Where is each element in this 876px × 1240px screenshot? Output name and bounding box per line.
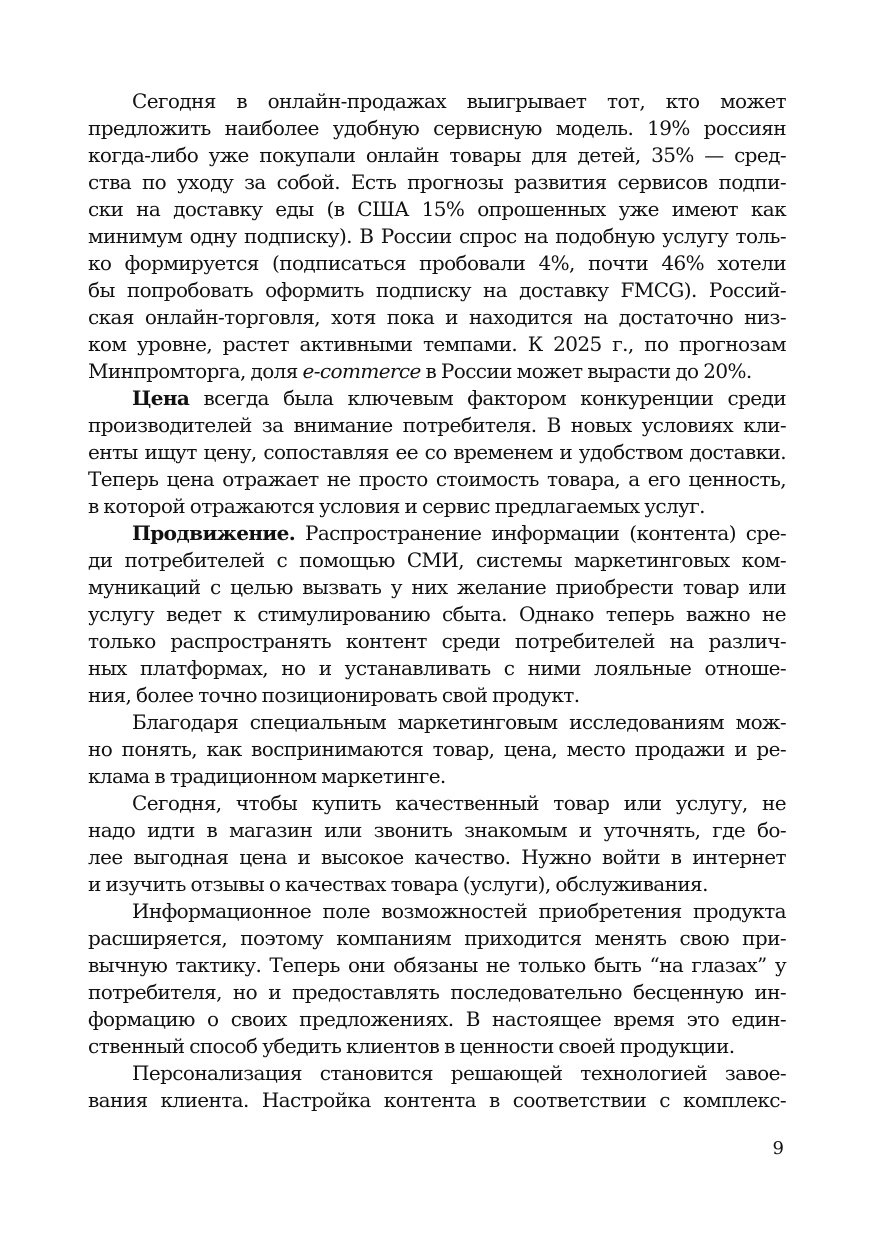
body-text	[88, 88, 786, 1114]
text-line: надо идти в магазин или звонить знакомым и уточнять, где бо-	[88, 818, 786, 842]
paragraph-promotion	[88, 520, 786, 709]
text-line: но понять, как воспринимаются товар, цена, место продажи и ре-	[88, 737, 786, 761]
text-line: бы попробовать оформить подписку на доставку FMCG). Россий-	[88, 278, 786, 302]
page-body	[88, 88, 786, 1114]
text-line: ных платформах, но и устанавливать с ними лояльные отноше-	[88, 656, 786, 680]
paragraph-price	[88, 385, 786, 520]
text-line: ком уровне, растет активными темпами. К 2025 г., по прогнозам	[88, 332, 786, 356]
text-line	[88, 385, 786, 412]
text-line: Сегодня, чтобы купить качественный товар или услугу, не	[132, 791, 786, 815]
paragraph-information-field	[88, 898, 786, 1060]
paragraph-online-sales	[88, 88, 786, 385]
bold-term: Цена	[132, 386, 190, 410]
text-run: Минпромторга, доля	[88, 359, 303, 383]
text-line	[88, 358, 786, 385]
text-line: услугу ведет к стимулированию сбыта. Однако теперь важно не	[88, 602, 786, 626]
text-run: в России может вырасти до 20%.	[420, 359, 752, 383]
text-line: ко формируется (подписаться пробовали 4%, почти 46% хотели	[88, 251, 786, 275]
text-line: потребителя, но и предоставлять последовательно бесценную ин-	[88, 980, 786, 1004]
text-line: ская онлайн-торговля, хотя пока и находится на достаточно низ-	[88, 305, 786, 329]
text-line: Информационное поле возможностей приобретения продукта	[132, 899, 786, 923]
text-line: расширяется, поэтому компаниям приходится менять свою при-	[88, 926, 786, 950]
text-line: производителей за внимание потребителя. В новых условиях кли-	[88, 413, 786, 437]
text-line	[88, 520, 786, 547]
bold-term: Продвижение.	[132, 521, 296, 545]
italic-term: e-commerce	[302, 359, 421, 383]
text-line: клама в традиционном маркетинге.	[88, 764, 446, 788]
text-line: когда-либо уже покупали онлайн товары для детей, 35% — сред-	[88, 143, 786, 167]
text-line: ски на доставку еды (в США 15% опрошенных уже имеют как	[88, 197, 786, 221]
text-line: предложить наиболее удобную сервисную модель. 19% россиян	[88, 116, 786, 140]
text-line: вания клиента. Настройка контента в соответствии с комплекс-	[88, 1088, 786, 1112]
paragraph-research	[88, 709, 786, 790]
text-line: минимум одну подписку). В России спрос на подобную услугу толь-	[88, 224, 786, 248]
paragraph-buying-today	[88, 790, 786, 898]
text-line: Теперь цена отражает не просто стоимость товара, а его ценность,	[88, 467, 786, 491]
text-line: Сегодня в онлайн-продажах выигрывает тот, кто может	[132, 89, 786, 113]
text-line: в которой отражаются условия и сервис предлагаемых услуг.	[88, 494, 705, 518]
paragraph-personalization	[88, 1060, 786, 1114]
text-line: формацию о своих предложениях. В настоящее время это един-	[88, 1007, 786, 1031]
text-line: вычную тактику. Теперь они обязаны не только быть “на глазах” у	[88, 953, 786, 977]
text-line: енты ищут цену, сопоставляя ее со временем и удобством доставки.	[88, 440, 786, 464]
text-line: и изучить отзывы о качествах товара (услуги), обслуживания.	[88, 872, 708, 896]
text-line: ния, более точно позиционировать свой продукт.	[88, 683, 580, 707]
text-line: ди потребителей с помощью СМИ, системы маркетинговых ком-	[88, 548, 786, 572]
text-line: муникаций с целью вызвать у них желание приобрести товар или	[88, 575, 786, 599]
page-number: 9	[772, 1138, 784, 1159]
text-line: только распространять контент среди потребителей на различ-	[88, 629, 786, 653]
text-line: Благодаря специальным маркетинговым исследованиям мож-	[132, 710, 786, 734]
text-line: лее выгодная цена и высокое качество. Нужно войти в интернет	[88, 845, 786, 869]
text-line: Персонализация становится решающей технологией завое-	[132, 1061, 786, 1085]
text-run: Распространение информации (контента) сре-	[295, 521, 786, 545]
text-line: ственный способ убедить клиентов в ценности своей продукции.	[88, 1034, 735, 1058]
text-line: ства по уходу за собой. Есть прогнозы развития сервисов подпи-	[88, 170, 786, 194]
text-run: всегда была ключевым фактором конкуренции среди	[189, 386, 786, 410]
